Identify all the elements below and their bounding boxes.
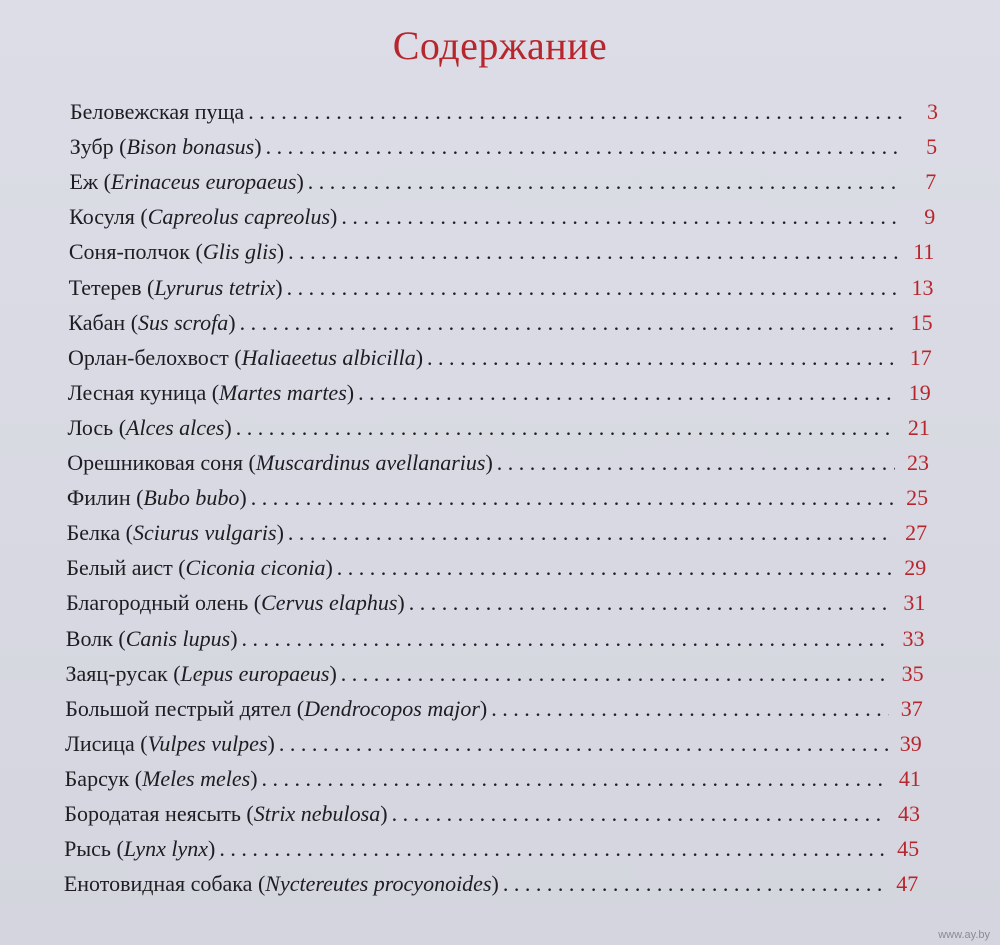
entry-latin-name: Vulpes vulpes [147,730,268,756]
page-number: 5 [926,134,938,160]
toc-entry-title: Заяц-русак (Lepus europaeus) [65,660,337,686]
page-number: 17 [909,344,932,370]
entry-name: Енотовидная собака [63,871,253,897]
toc-entry-title: Лесная куница (Martes martes) [67,379,355,405]
toc-entry [70,96,938,128]
entry-latin-name: Cervus elaphus [261,590,398,616]
toc-entry-title: Кабан (Sus scrofa) [68,309,236,335]
entry-name: Беловежская пуща [70,99,245,124]
entry-name: Бородатая неясыть [64,801,241,826]
entry-latin-name: Strix nebulosa [253,801,381,826]
entry-name: Лось [67,414,114,440]
entry-name: Филин [66,485,131,511]
entry-latin-name: Lepus europaeus [180,660,330,686]
page-number: 35 [901,660,924,686]
toc-entry [66,552,926,584]
entry-latin-name: Meles meles [142,765,251,791]
toc-entry [69,166,936,198]
toc-entry [67,517,928,549]
page-number: 7 [925,169,937,195]
page-title: Содержание [392,23,608,68]
page-number: 41 [898,765,921,791]
toc-entry [66,623,925,655]
page-number: 11 [913,239,935,265]
entry-name: Зубр [69,134,114,160]
toc-entry-title: Благородный олень (Cervus elaphus) [66,590,405,616]
entry-name: Благородный олень [66,590,249,616]
toc-entry-title: Лось (Alces alces) [67,414,232,440]
toc-entry [66,658,924,690]
entry-name: Рысь [64,836,111,862]
toc-entry-title: Большой пестрый дятел (Dendrocopos major) [65,695,488,721]
dot-leader [287,272,900,304]
page-number: 19 [908,379,931,405]
entry-latin-name: Muscardinus avellanarius [255,450,486,475]
toc-entry [64,868,918,900]
dot-leader [219,833,885,865]
entry-latin-name: Sciurus vulgaris [132,520,277,546]
toc-entry [69,236,935,268]
toc-entry-title: Барсук (Meles meles) [64,765,258,791]
page-number: 13 [911,274,934,300]
page-number: 15 [910,309,933,335]
page-number: 9 [924,204,936,230]
entry-name: Волк [65,625,113,651]
dot-leader [248,96,904,128]
page-number: 3 [927,99,938,124]
entry-latin-name: Erinaceus europaeus [110,169,297,195]
toc-entry [69,201,935,233]
entry-latin-name: Bubo bubo [143,485,240,511]
dot-leader [262,763,887,795]
page-number: 21 [907,414,930,440]
dot-leader [497,447,895,479]
entry-latin-name: Glis glis [202,239,277,265]
toc-entry-title: Белый аист (Ciconia ciconia) [66,555,333,581]
toc-entry [65,693,922,725]
dot-leader [341,658,890,690]
toc-entry-title: Еж (Erinaceus europaeus) [69,169,304,195]
entry-name: Белый аист [66,555,173,581]
dot-leader [503,868,884,900]
entry-latin-name: Martes martes [219,379,347,405]
page-number: 43 [897,801,920,826]
dot-leader [251,482,894,514]
toc-entry-title: Филин (Bubo bubo) [66,485,247,511]
dot-leader [358,377,897,409]
watermark: www.ay.by [938,929,990,941]
entry-name: Лисица [64,730,135,756]
toc-entry-title: Волк (Canis lupus) [65,625,238,651]
toc-entry [69,272,934,304]
page-number: 45 [897,836,920,862]
toc-entry-title: Белка (Sciurus vulgaris) [66,520,284,546]
toc-entry [64,798,920,830]
entry-latin-name: Ciconia ciconia [185,555,326,581]
toc-entry-title: Орешниковая соня (Muscardinus avellanarius) [67,450,493,475]
toc-entry-title: Рысь (Lynx lynx) [64,836,216,862]
dot-leader [392,798,886,830]
entry-latin-name: Lynx lynx [123,836,209,862]
dot-leader [242,623,891,655]
dot-leader [491,693,888,725]
toc-entry-title: Зубр (Bison bonasus) [69,134,262,160]
toc-entry-title: Енотовидная собака (Nyctereutes procyonoides) [63,871,499,897]
entry-latin-name: Haliaeetus albicilla [241,344,416,370]
entry-name: Косуля [69,204,135,230]
entry-name: Белка [66,520,121,546]
entry-name: Кабан [68,309,126,335]
toc-entry-title: Бородатая неясыть (Strix nebulosa) [64,801,388,826]
dot-leader [236,412,896,444]
page-number: 33 [902,625,925,651]
entry-latin-name: Alces alces [126,414,225,440]
toc-entry [67,482,928,514]
toc-entry [65,728,922,760]
toc-entry-title: Тетерев (Lyrurus tetrix) [68,274,283,300]
toc-entry [68,342,932,374]
page-number: 37 [900,695,923,721]
toc-entry [64,833,919,865]
entry-latin-name: Nyctereutes procyonoides [265,871,492,897]
page-number: 27 [905,520,928,546]
entry-name: Соня-полчок [68,239,190,265]
entry-name: Орешниковая соня [67,450,244,475]
entry-name: Тетерев [68,274,142,300]
page-number: 25 [906,485,929,511]
entry-name: Лесная куница [67,379,207,405]
entry-name: Заяц-русак [65,660,168,686]
page-number: 29 [904,555,927,581]
toc-entry [66,587,925,619]
dot-leader [409,587,892,619]
entry-name: Большой пестрый дятел [65,695,292,721]
toc-entry-title [70,96,244,128]
dot-leader [240,307,899,339]
toc-entry [68,307,932,339]
entry-latin-name: Dendrocopos major [304,695,480,721]
dot-leader [288,236,900,268]
dot-leader [427,342,898,374]
toc-entry [67,447,929,479]
entry-latin-name: Canis lupus [125,625,231,651]
page-number: 31 [903,590,926,616]
dot-leader [266,131,904,163]
dot-leader [341,201,901,233]
entry-latin-name: Lyrurus tetrix [154,274,276,300]
page-number: 23 [906,450,929,475]
entry-name: Еж [69,169,99,195]
toc-entry-title: Косуля (Capreolus capreolus) [69,204,338,230]
dot-leader [288,517,893,549]
page-number: 47 [896,871,919,897]
entry-name: Орлан-белохвост [68,344,229,370]
toc-entry [67,412,929,444]
dot-leader [337,552,893,584]
page-number: 39 [899,730,922,756]
entry-latin-name: Bison bonasus [126,134,255,160]
toc-entry [68,377,931,409]
entry-name: Барсук [64,765,130,791]
toc-entry [70,131,937,163]
dot-leader [279,728,888,760]
toc-entry [65,763,921,795]
toc-entry-title: Орлан-белохвост (Haliaeetus albicilla) [68,344,424,370]
entry-latin-name: Capreolus capreolus [147,204,331,230]
entry-latin-name: Sus scrofa [138,309,229,335]
toc-entry-title: Лисица (Vulpes vulpes) [64,730,275,756]
dot-leader [308,166,902,198]
toc-entry-title: Соня-полчок (Glis glis) [68,239,285,265]
